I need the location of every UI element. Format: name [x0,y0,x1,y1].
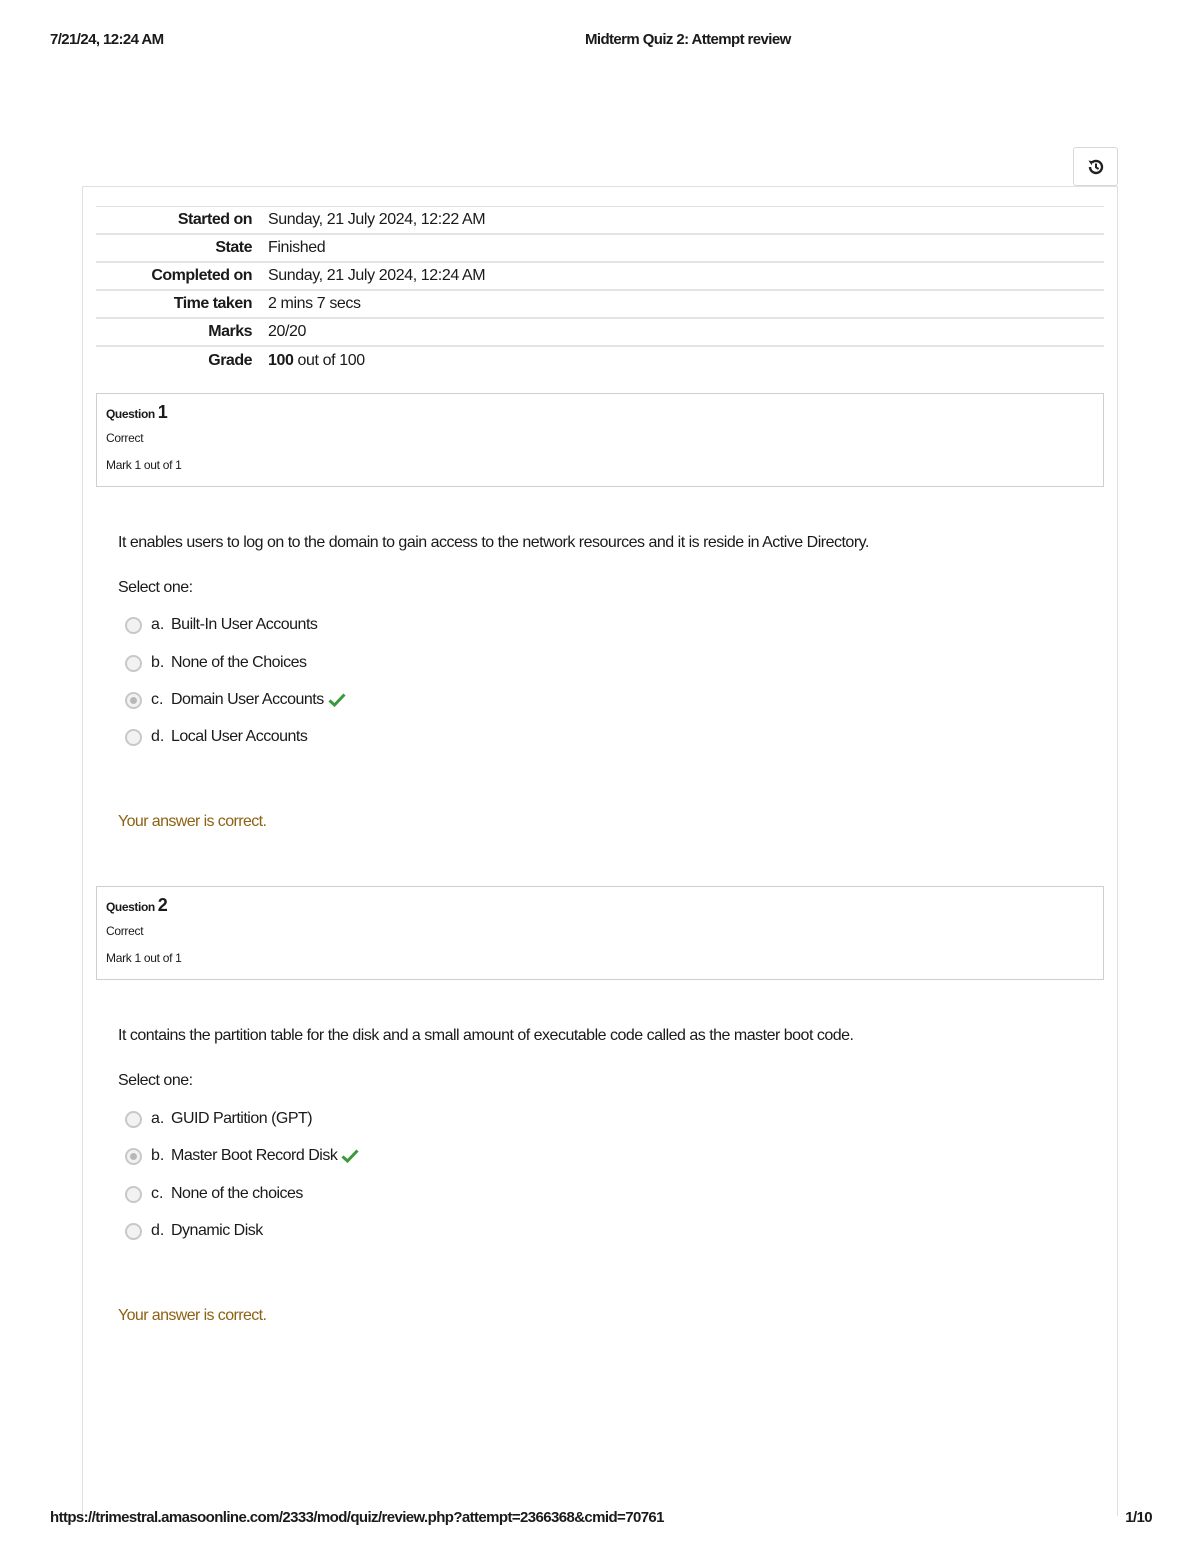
option-text: Dynamic Disk [171,1222,263,1239]
question-text-1: It enables users to log on to the domain to gain access to the network resources and it is reside in Active Directory. [118,534,869,551]
q1-option-b[interactable] [125,652,306,674]
question-info-1 [96,393,1104,487]
summary-row-completed [96,263,1104,291]
summary-value: Sunday, 21 July 2024, 12:22 AM [268,211,486,228]
history-icon [1086,157,1106,177]
option-text: None of the Choices [171,654,307,671]
summary-label: Marks [208,323,252,340]
q2-option-a[interactable] [125,1108,312,1130]
history-button[interactable] [1073,147,1118,186]
radio-button[interactable] [125,1186,142,1203]
select-one-label: Select one: [118,1072,193,1089]
radio-button[interactable] [125,655,142,672]
option-letter: a. [151,616,165,633]
question-title [106,402,1094,424]
option-text: Master Boot Record Disk [171,1147,338,1164]
option-letter: b. [151,654,165,671]
grade-score: 100 [268,352,294,369]
summary-label: State [215,239,252,256]
radio-button[interactable] [125,617,142,634]
option-letter: b. [151,1147,165,1164]
summary-label: Time taken [173,295,252,312]
summary-row-grade [96,347,1104,375]
q2-option-c[interactable] [125,1183,303,1205]
summary-label: Grade [208,352,252,369]
option-letter: d. [151,728,165,745]
radio-button[interactable] [125,729,142,746]
option-text: Domain User Accounts [171,691,324,708]
checkmark-icon [328,693,346,707]
q1-option-d[interactable] [125,726,307,748]
select-one-label: Select one: [118,579,193,596]
print-date: 7/21/24, 12:24 AM [50,31,164,48]
summary-row-time [96,291,1104,319]
option-text: Built-In User Accounts [171,616,318,633]
summary-row-started [96,207,1104,235]
question-number: 2 [157,895,168,915]
grade-total: out of 100 [293,352,365,369]
q1-option-a[interactable] [125,614,317,636]
question-state: Correct [106,924,144,938]
option-letter: a. [151,1110,165,1127]
question-info-2 [96,886,1104,980]
radio-button[interactable] [125,1111,142,1128]
summary-value: Sunday, 21 July 2024, 12:24 AM [268,267,486,284]
option-text: None of the choices [171,1185,303,1202]
checkmark-icon [341,1149,359,1163]
question-mark: Mark 1 out of 1 [106,951,182,965]
attempt-summary-table [96,206,1104,375]
question-mark: Mark 1 out of 1 [106,458,182,472]
summary-label: Started on [177,211,252,228]
summary-value: 2 mins 7 secs [268,295,361,312]
option-letter: c. [151,1185,164,1202]
question-text-2: It contains the partition table for the disk and a small amount of executable code called as the master boot code. [118,1027,854,1044]
option-letter: d. [151,1222,165,1239]
summary-row-marks [96,319,1104,347]
answer-feedback-2: Your answer is correct. [118,1307,267,1324]
summary-value: 20/20 [268,323,307,340]
radio-button[interactable] [125,1223,142,1240]
question-label: Question [106,407,155,421]
radio-button-selected[interactable] [125,1148,142,1165]
summary-row-state [96,235,1104,263]
print-page-number: 1/10 [1125,1509,1152,1526]
summary-value: Finished [268,239,326,256]
print-title: Midterm Quiz 2: Attempt review [585,31,791,48]
answer-feedback-1: Your answer is correct. [118,813,267,830]
question-state: Correct [106,431,144,445]
option-letter: c. [151,691,164,708]
option-text: Local User Accounts [171,728,308,745]
summary-label: Completed on [151,267,252,284]
q2-option-b[interactable] [125,1145,359,1167]
option-text: GUID Partition (GPT) [171,1110,313,1127]
q2-option-d[interactable] [125,1220,263,1242]
radio-button-selected[interactable] [125,692,142,709]
question-number: 1 [157,402,168,422]
summary-value [252,352,365,370]
q1-option-c[interactable] [125,689,346,711]
question-title [106,895,1094,917]
print-url: https://trimestral.amasoonline.com/2333/mod/quiz/review.php?attempt=2366368&cmid=70761 [50,1509,664,1526]
question-label: Question [106,900,155,914]
